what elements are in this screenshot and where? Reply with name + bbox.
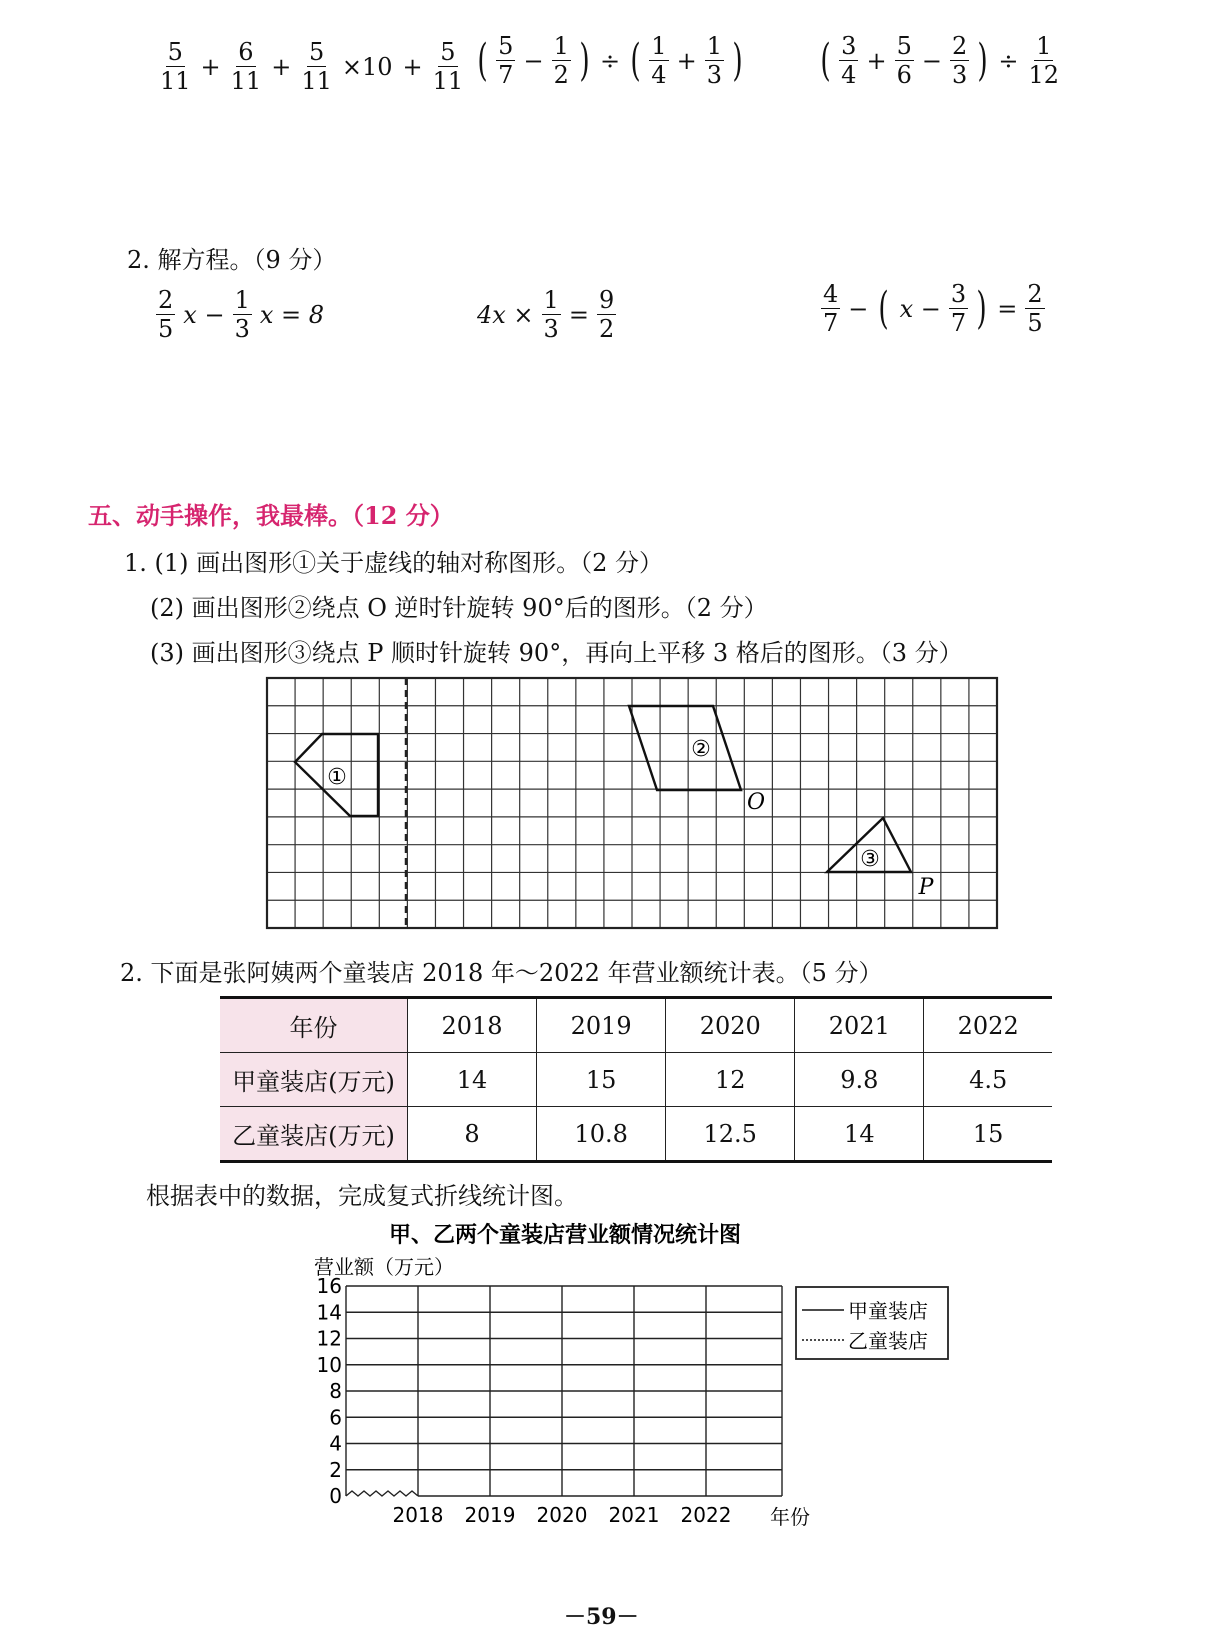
axis-break [346,1491,418,1496]
x-tick-label: 2018 [392,1503,444,1527]
shape-3-label: ③ [860,847,880,872]
drawing-grid[interactable] [265,676,1001,932]
chart-x-ticks [393,1503,732,1527]
fraction: $\frac{2}{5}$ [1027,280,1043,337]
right-paren: ) [976,282,987,334]
table-cell: 14 [408,1053,537,1107]
operator: x − [183,300,225,329]
shape-2-parallelogram [629,706,741,790]
table-cell: 10.8 [537,1107,666,1162]
fraction: $\frac{1}{12}$ [1028,32,1060,89]
equation-3 [818,282,1048,335]
operator: x − [899,294,941,323]
q2-title: 2. 解方程。（9 分） [127,246,337,274]
legend-label-1: 甲童装店 [848,1299,928,1323]
operator: + [271,52,292,81]
left-paren: ( [477,34,488,86]
table-cell: 14 [795,1107,924,1162]
table-cell: 2022 [924,998,1052,1053]
right-paren: ) [732,34,743,86]
x-tick-label: 2021 [608,1503,660,1527]
y-tick-label: 8 [329,1379,342,1403]
fraction: $\frac{1}{3}$ [706,32,722,89]
fraction: $\frac{6}{11}$ [230,38,262,95]
fraction: $\frac{9}{2}$ [598,286,615,343]
table-cell: 9.8 [795,1053,924,1107]
operator: = [997,294,1018,323]
operator: = [568,300,589,329]
chart-ylabel: 营业额（万元） [314,1255,454,1279]
right-paren: ) [579,34,590,86]
fraction: $\frac{1}{3}$ [543,286,559,343]
table-cell: 15 [537,1053,666,1107]
equation-2 [472,288,619,341]
sales-table [220,996,1052,1163]
fraction: $\frac{4}{7}$ [823,280,839,337]
operator: − [921,46,942,75]
legend-label-2: 乙童装店 [848,1329,928,1353]
table-cell: 12.5 [666,1107,795,1162]
table-cell: 4.5 [924,1053,1052,1107]
equation-1 [153,288,329,341]
y-tick-label: 10 [316,1352,342,1377]
shape-2-label: ② [691,737,711,762]
left-paren: ( [820,34,831,86]
chart-y-ticks [317,1274,342,1508]
operator: + [402,52,423,81]
right-paren: ) [977,34,988,86]
operator: ÷ [998,46,1019,75]
task1-line3: (3) 画出图形③绕点 P 顺时针旋转 90°，再向上平移 3 格后的图形。（3 分） [150,639,963,667]
left-paren: ( [630,34,641,86]
section5-title: 五、动手操作，我最棒。（12 分） [88,501,454,530]
y-tick-label: 2 [329,1457,342,1482]
operator: − [523,46,544,75]
operator: + [676,46,697,75]
y-tick-label: 14 [316,1300,342,1325]
operator: ÷ [600,46,621,75]
task1-line2: (2) 画出图形②绕点 O 逆时针旋转 90°后的图形。（2 分） [150,594,768,622]
table-cell: 年份 [220,998,408,1053]
fraction: $\frac{3}{4}$ [841,32,857,89]
point-o-label: O [746,790,766,815]
table-cell: 甲童装店(万元) [220,1053,408,1107]
fraction: $\frac{5}{11}$ [160,38,191,95]
operator: 4x × [477,300,534,329]
line-chart[interactable] [300,1212,960,1548]
y-tick-label: 0 [329,1484,342,1508]
table-cell: 8 [408,1107,537,1162]
operator: ×10 [341,52,393,81]
fraction: $\frac{2}{5}$ [158,286,174,343]
fraction: $\frac{1}{2}$ [553,32,569,89]
table-row [220,1107,1052,1162]
fraction: $\frac{3}{7}$ [950,280,967,337]
chart-xlabel: 年份 [770,1505,810,1529]
table-header-row [220,998,1052,1053]
calc-item-1 [155,40,468,93]
instruction: 根据表中的数据，完成复式折线统计图。 [146,1182,578,1210]
table-cell: 2018 [408,998,537,1053]
table-row [220,1053,1052,1107]
table-cell: 2021 [795,998,924,1053]
table-cell: 12 [666,1053,795,1107]
fraction: $\frac{1}{4}$ [651,32,667,89]
shape-1-label: ① [327,765,347,790]
chart-title: 甲、乙两个童装店营业额情况统计图 [388,1223,742,1248]
table-cell: 2020 [666,998,795,1053]
task2-title: 2. 下面是张阿姨两个童装店 2018 年～2022 年营业额统计表。（5 分） [120,959,883,987]
x-tick-label: 2022 [680,1503,732,1527]
left-paren: ( [878,282,890,334]
operator: − [848,294,869,323]
task1-line1: 1. (1) 画出图形①关于虚线的轴对称图形。（2 分） [124,549,664,577]
fraction: $\frac{2}{3}$ [951,32,968,89]
y-tick-label: 4 [329,1431,342,1456]
fraction: $\frac{5}{7}$ [498,32,514,89]
point-p-label: P [918,875,934,900]
x-tick-label: 2019 [464,1503,516,1527]
chart-grid [346,1286,782,1496]
page-number: －59－ [564,1604,639,1630]
operator: + [200,52,221,81]
x-tick-label: 2020 [536,1503,588,1527]
y-tick-label: 6 [329,1405,342,1430]
fraction: $\frac{5}{11}$ [301,38,332,95]
fraction: $\frac{1}{3}$ [234,286,250,343]
table-cell: 2019 [537,998,666,1053]
calc-item-3 [815,34,1064,87]
operator: + [866,46,887,75]
table-cell: 15 [924,1107,1052,1162]
y-tick-label: 16 [316,1274,342,1298]
fraction: $\frac{5}{6}$ [896,32,912,89]
fraction: $\frac{5}{11}$ [432,38,464,95]
table-cell: 乙童装店(万元) [220,1107,408,1162]
operator: x = 8 [259,300,325,329]
y-tick-label: 12 [316,1326,342,1351]
calc-item-2 [472,34,748,87]
